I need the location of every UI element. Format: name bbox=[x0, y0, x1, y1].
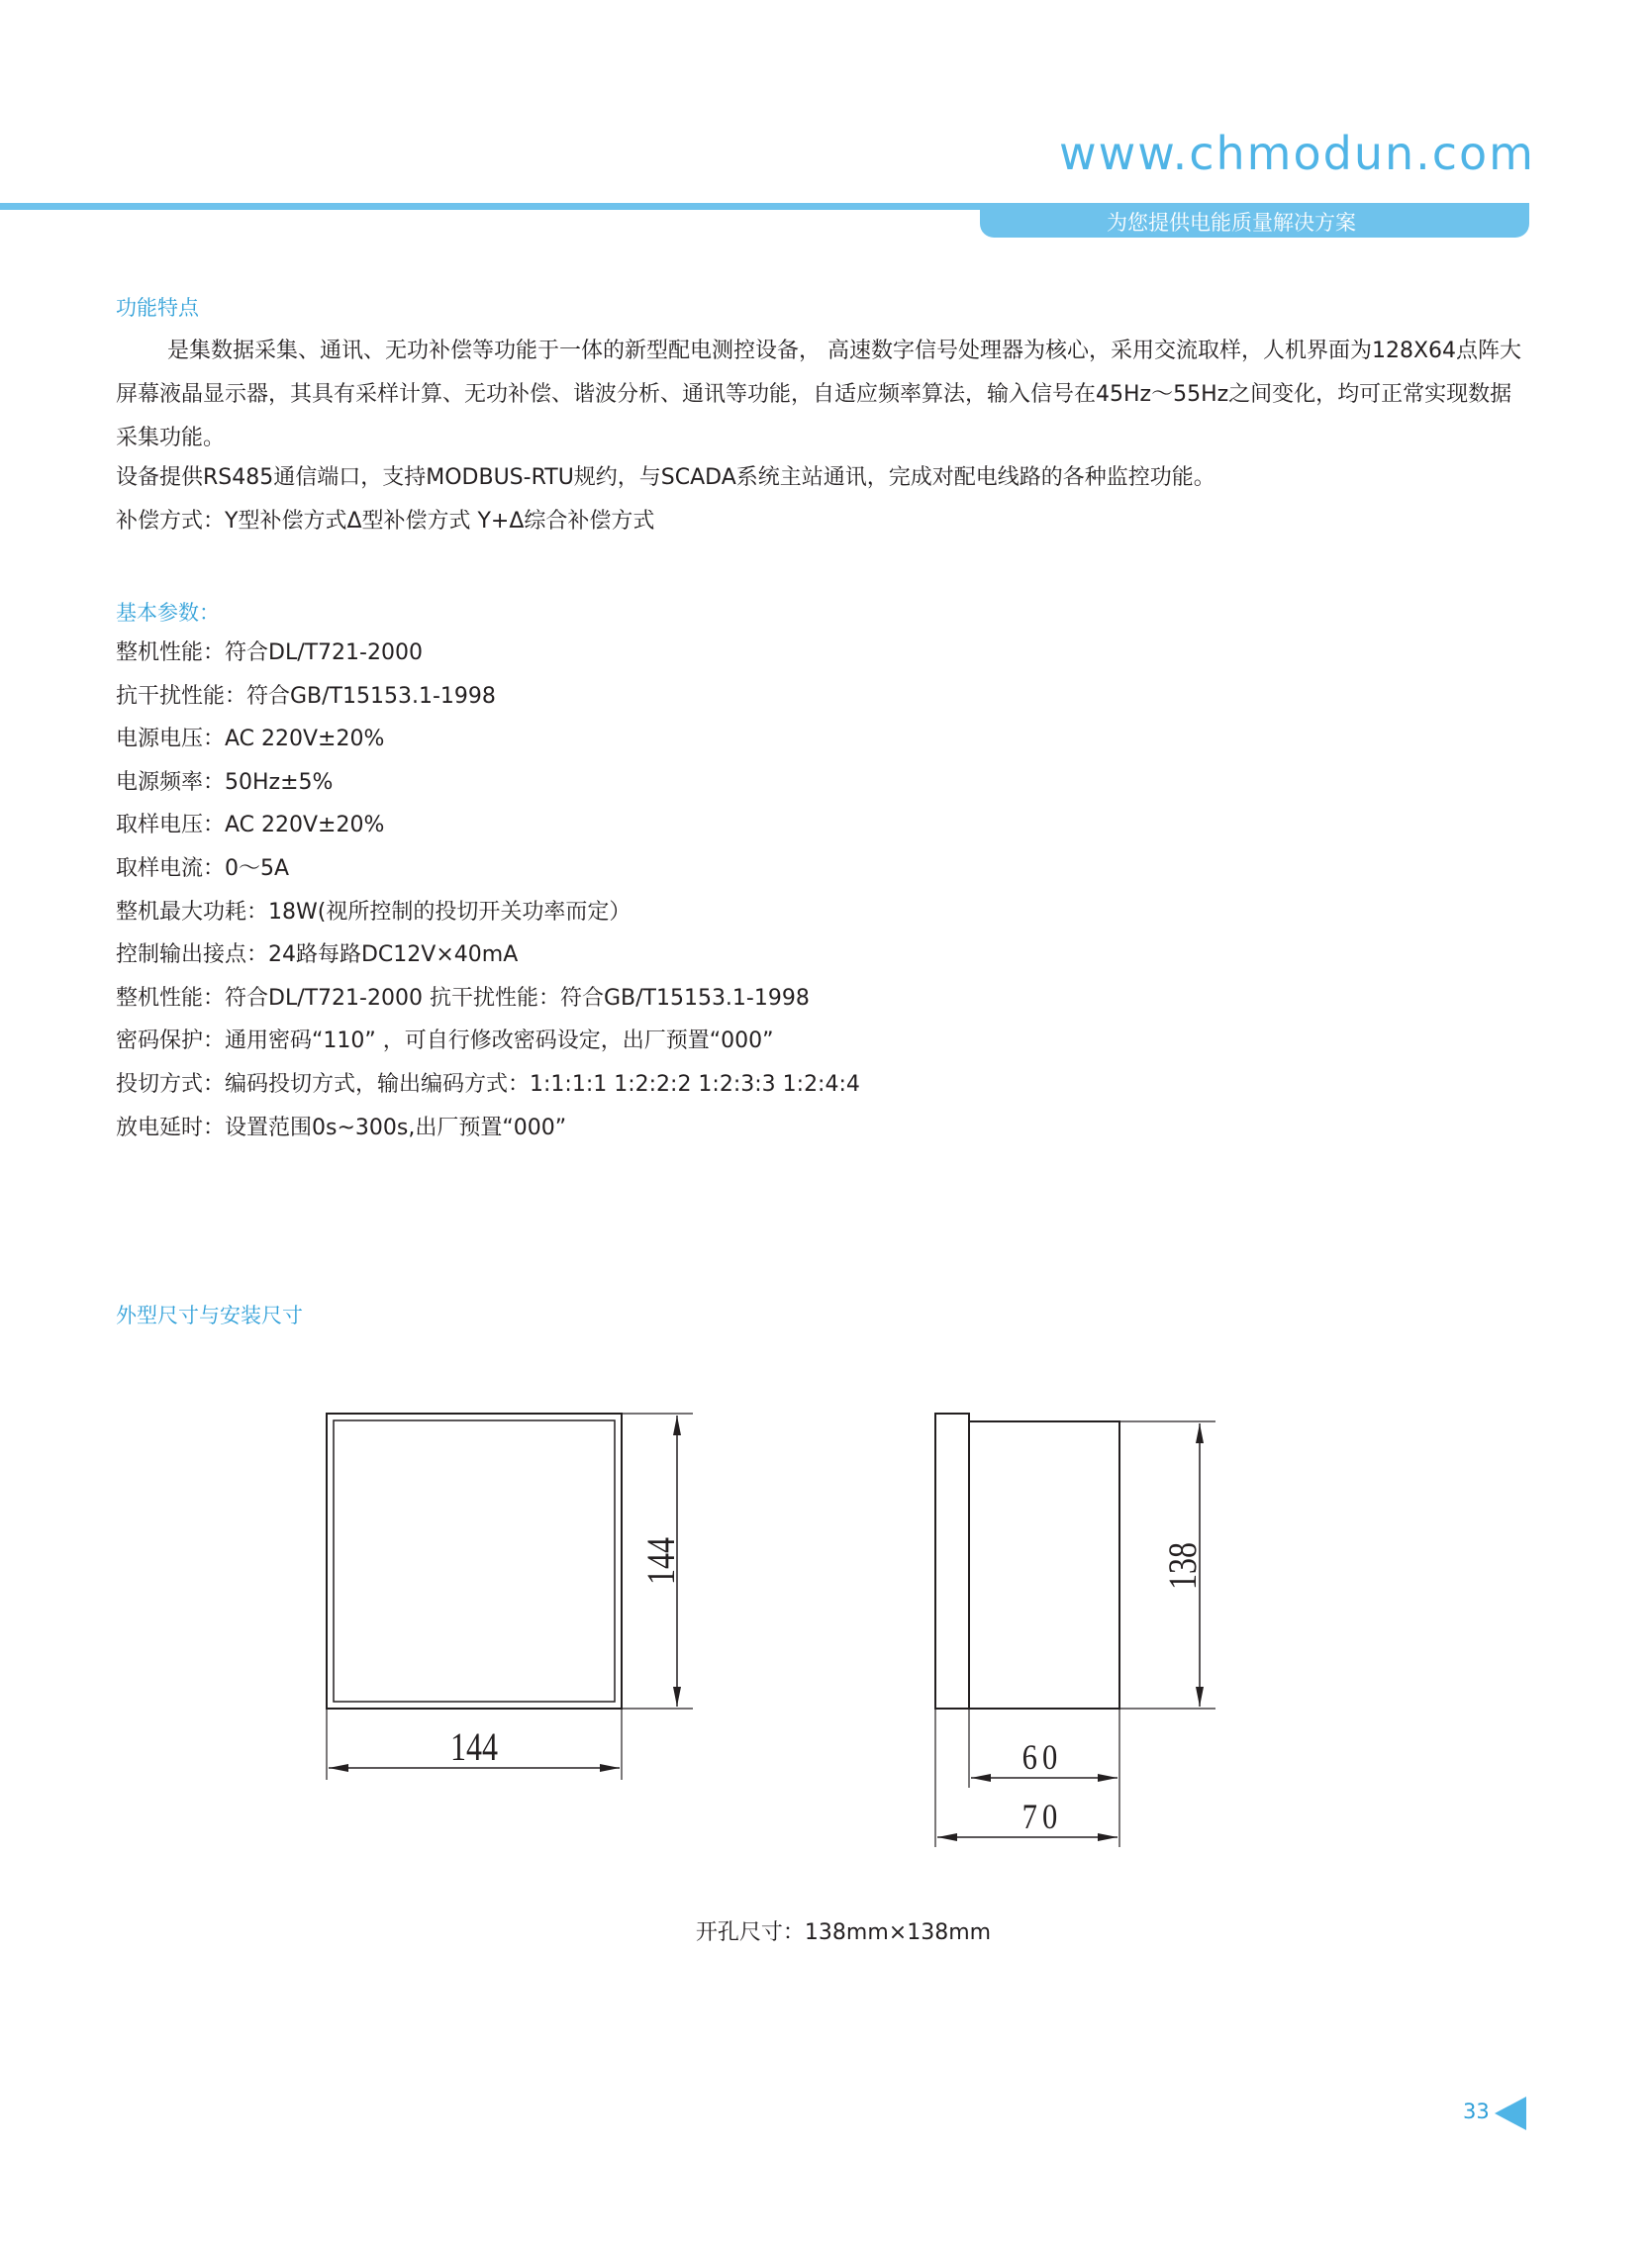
param-item: 电源电压：AC 220V±20% bbox=[116, 727, 385, 752]
side-body bbox=[969, 1421, 1119, 1709]
param-item: 取样电压：AC 220V±20% bbox=[116, 813, 385, 838]
cutout-size: 开孔尺寸：138mm×138mm bbox=[695, 1920, 992, 1945]
side-front-flange bbox=[935, 1414, 969, 1709]
side-height-label: 138 bbox=[1160, 1542, 1205, 1590]
param-item: 放电延时：设置范围0s~300s,出厂预置“000” bbox=[116, 1115, 567, 1140]
param-item: 整机性能：符合DL/T721-2000 bbox=[116, 640, 423, 665]
params-title: 基本参数： bbox=[116, 601, 220, 625]
page-arrow-icon bbox=[1495, 2097, 1526, 2130]
side-depth-inner-label: 60 bbox=[1021, 1737, 1063, 1778]
dimensions-title: 外型尺寸与安装尺寸 bbox=[116, 1304, 303, 1327]
param-item: 抗干扰性能：符合GB/T15153.1-1998 bbox=[116, 683, 496, 709]
features-title: 功能特点 bbox=[116, 296, 199, 320]
param-item: 整机性能：符合DL/T721-2000 抗干扰性能：符合GB/T15153.1-1998 bbox=[116, 985, 810, 1011]
features-paragraph-3: 补偿方式：Y型补偿方式Δ型补偿方式 Y+Δ综合补偿方式 bbox=[116, 509, 655, 534]
side-view bbox=[935, 1414, 1215, 1847]
page-number: 33 bbox=[1463, 2100, 1490, 2123]
param-item: 电源频率：50Hz±5% bbox=[116, 769, 334, 795]
param-item: 投切方式：编码投切方式，输出编码方式：1:1:1:1 1:2:2:2 1:2:3:3 1:2:4:4 bbox=[116, 1071, 860, 1097]
front-view bbox=[327, 1414, 693, 1780]
param-item: 控制输出接点：24路每路DC12V×40mA bbox=[116, 942, 519, 968]
front-inner-frame bbox=[334, 1420, 615, 1702]
features-paragraph-2: 设备提供RS485通信端口，支持MODBUS-RTU规约，与SCADA系统主站通讯，完成对配电线路的各种监控功能。 bbox=[116, 465, 1215, 490]
param-item: 整机最大功耗：18W(视所控制的投切开关功率而定） bbox=[116, 899, 632, 925]
param-item: 密码保护：通用密码“110” ，可自行修改密码设定，出厂预置“000” bbox=[116, 1028, 774, 1054]
front-outer-frame bbox=[327, 1414, 622, 1709]
param-item: 取样电流：0～5A bbox=[116, 855, 290, 881]
header-tagline: 为您提供电能质量解决方案 bbox=[1107, 211, 1356, 235]
front-width-label: 144 bbox=[450, 1724, 498, 1769]
front-height-label: 144 bbox=[638, 1537, 683, 1585]
side-depth-total-label: 70 bbox=[1021, 1797, 1063, 1837]
website-url: www.chmodun.com bbox=[1058, 127, 1535, 180]
features-paragraph-1-text: 是集数据采集、通讯、无功补偿等功能于一体的新型配电测控设备， 高速数字信号处理器为核心，采用交流取样，人机界面为128X64点阵大屏幕液晶显示器，其具有采样计算、无功补偿、谐波分析、通讯等功能，自适应频率算法，输入信号在45Hz～55Hz之间变化，均可正常实现数据采集功能。 bbox=[116, 339, 1522, 450]
